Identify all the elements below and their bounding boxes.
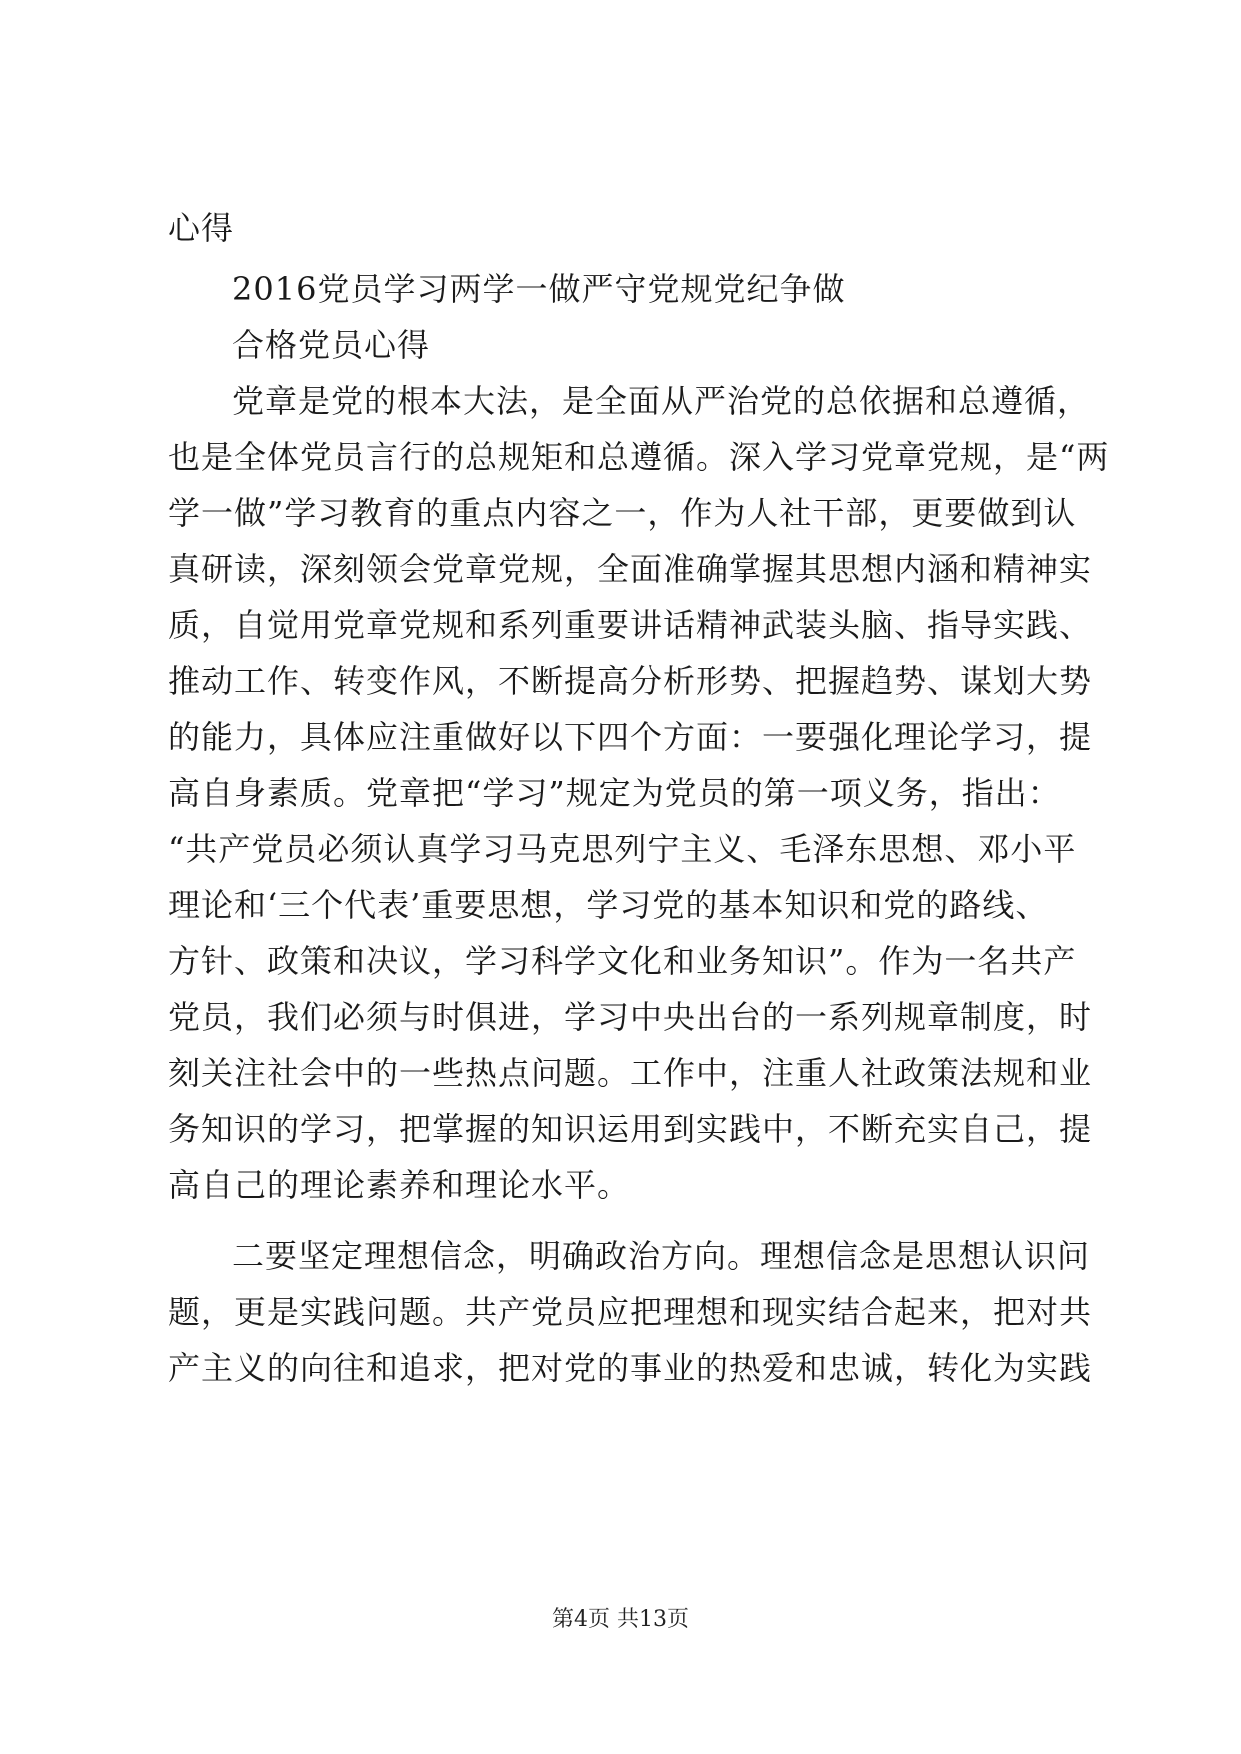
heading-tail: 心得: [168, 209, 235, 247]
paragraph-line: 方针、政策和决议，学习科学文化和业务知识”。作为一名共产: [168, 942, 1077, 980]
paragraph-line: 党员，我们必须与时俱进，学习中央出台的一系列规章制度，时: [168, 998, 1093, 1036]
page-number-footer: 第4页 共13页: [552, 1607, 689, 1632]
paragraph-line: 刻关注社会中的一些热点问题。工作中，注重人社政策法规和业: [168, 1054, 1093, 1092]
paragraph-line: 真研读，深刻领会党章党规，全面准确掌握其思想内涵和精神实: [168, 550, 1093, 588]
paragraph-line: 二要坚定理想信念，明确政治方向。理想信念是思想认识问: [232, 1237, 1091, 1275]
paragraph-line: 高自身素质。党章把“学习”规定为党员的第一项义务，指出：: [168, 774, 1061, 812]
paragraph-line: 也是全体党员言行的总规矩和总遵循。深入学习党章党规，是“两: [168, 438, 1110, 476]
paragraph-line: 理论和‘三个代表’重要思想，学习党的基本知识和党的路线、: [168, 886, 1049, 924]
paragraph-line: 产主义的向往和追求，把对党的事业的热爱和忠诚，转化为实践: [168, 1349, 1093, 1387]
title-line-1: 2016党员学习两学一做严守党规党纪争做: [232, 270, 846, 308]
paragraph-line: 高自己的理论素养和理论水平。: [168, 1166, 631, 1204]
paragraph-line: 务知识的学习，把掌握的知识运用到实践中，不断充实自己，提: [168, 1110, 1093, 1148]
paragraph-line: 题，更是实践问题。共产党员应把理想和现实结合起来，把对共: [168, 1293, 1093, 1331]
paragraph-line: 推动工作、转变作风，不断提高分析形势、把握趋势、谋划大势: [168, 662, 1093, 700]
paragraph-line: 学一做”学习教育的重点内容之一，作为人社干部，更要做到认: [168, 494, 1077, 532]
paragraph-line: “共产党员必须认真学习马克思列宁主义、毛泽东思想、邓小平: [168, 830, 1077, 868]
title-line-2: 合格党员心得: [232, 326, 431, 364]
paragraph-line: 质，自觉用党章党规和系列重要讲话精神武装头脑、指导实践、: [168, 606, 1093, 644]
paragraph-line: 的能力，具体应注重做好以下四个方面：一要强化理论学习，提: [168, 718, 1093, 756]
paragraph-line: 党章是党的根本大法，是全面从严治党的总依据和总遵循，: [232, 382, 1091, 420]
